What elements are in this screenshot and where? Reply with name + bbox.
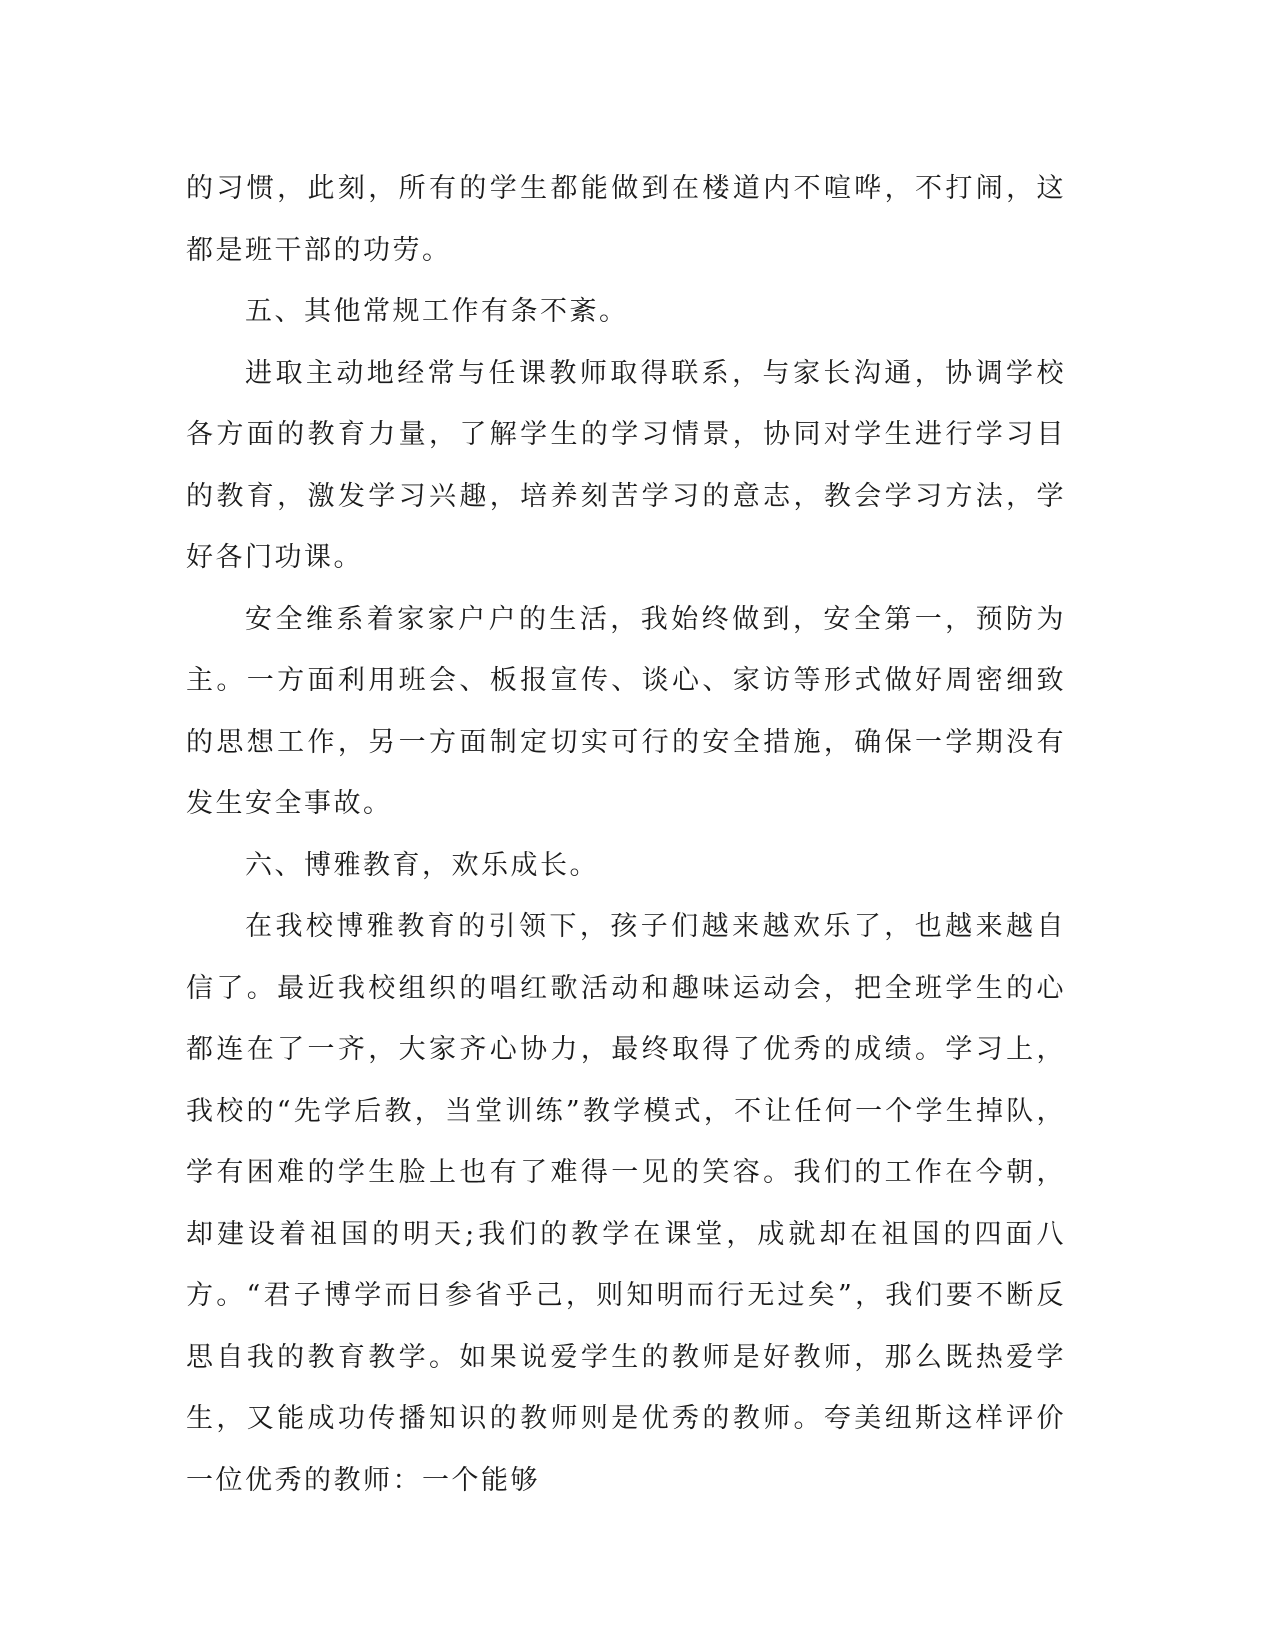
paragraph-safety: 安全维系着家家户户的生活，我始终做到，安全第一，预防为主。一方面利用班会、板报宣传、谈心、家访等形式做好周密细致的思想工作，另一方面制定切实可行的安全措施，确保一学期没有发生安全事故。 <box>186 603 1066 819</box>
paragraph-teacher-contact: 进取主动地经常与任课教师取得联系，与家长沟通，协调学校各方面的教育力量，了解学生的学习情景，协同对学生进行学习目的教育，激发学习兴趣，培养刻苦学习的意志，教会学习方法，学好各门功课。 <box>186 357 1066 573</box>
paragraph-class-cadres: 的习惯，此刻，所有的学生都能做到在楼道内不喧哗，不打闹，这都是班干部的功劳。 <box>186 173 1066 266</box>
document-body <box>186 158 1066 1511</box>
heading-routine-work: 五、其他常规工作有条不紊。 <box>245 296 629 327</box>
heading-boya-education: 六、博雅教育，欢乐成长。 <box>245 849 599 881</box>
paragraph-boya-growth: 在我校博雅教育的引领下，孩子们越来越欢乐了，也越来越自信了。最近我校组织的唱红歌活动和趣味运动会，把全班学生的心都连在了一齐，大家齐心协力，最终取得了优秀的成绩。学习上，我校的“先学后教，当堂训练”教学模式，不让任何一个学生掉队，学有困难的学生脸上也有了难得一见的笑容。我们的工作在今朝，却建设着祖国的明天;我们的教学在课堂，成就却在祖国的四面八方。“君子博学而日参省乎己，则知明而行无过矣”，我们要不断反思自我的教育教学。如果说爱学生的教师是好教师，那么既热爱学生，又能成功传播知识的教师则是优秀的教师。夸美纽斯这样评价一位优秀的教师：一个能够 <box>186 911 1066 1496</box>
